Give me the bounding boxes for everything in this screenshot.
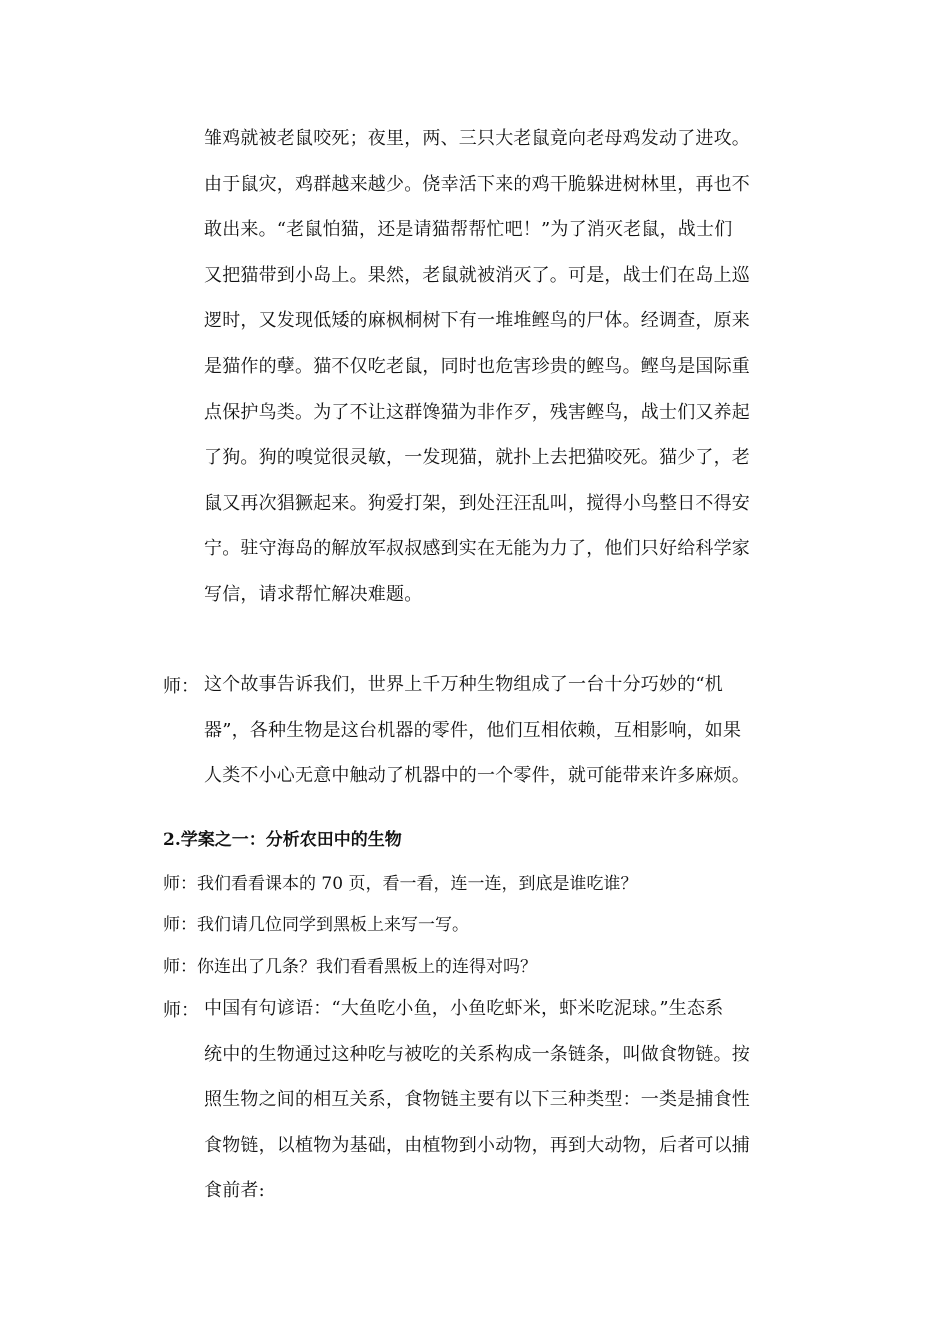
story-line: 敢出来。“老鼠怕猫，还是请猫帮帮忙吧！”为了消灭老鼠，战士们 (204, 219, 733, 241)
teacher-line: 师：我们看看课本的 70 页，看一看，连一连，到底是谁吃谁？ (163, 874, 638, 894)
paragraph-line: 食物链，以植物为基础，由植物到小动物，再到大动物，后者可以捕 (204, 1134, 750, 1156)
story-line: 是猫作的孽。猫不仅吃老鼠，同时也危害珍贵的鲣鸟。鲣鸟是国际重 (204, 355, 750, 377)
paragraph-line: 这个故事告诉我们，世界上千万种生物组成了一台十分巧妙的“机 (204, 674, 723, 695)
story-line: 逻时，又发现低矮的麻枫桐树下有一堆堆鲣鸟的尸体。经调查，原来 (204, 310, 750, 332)
story-line: 点保护鸟类。为了不让这群馋猫为非作歹，残害鲣鸟，战士们又养起 (204, 401, 750, 423)
paragraph-line: 统中的生物通过这种吃与被吃的关系构成一条链条，叫做食物链。按 (204, 1043, 750, 1065)
story-line: 由于鼠灾，鸡群越来越少。侥幸活下来的鸡干脆躲进树林里，再也不 (204, 173, 750, 195)
story-line: 写信，请求帮忙解决难题。 (204, 583, 423, 605)
paragraph-line: 照生物之间的相互关系，食物链主要有以下三种类型：一类是捕食性 (204, 1089, 750, 1111)
paragraph-line: 器”，各种生物是这台机器的零件，他们互相依赖，互相影响，如果 (204, 719, 742, 741)
story-line: 宁。驻守海岛的解放军叔叔感到实在无能为力了，他们只好给科学家 (204, 538, 750, 560)
speaker-label: 师： (163, 1000, 199, 1021)
story-line: 雏鸡就被老鼠咬死；夜里，两、三只大老鼠竟向老母鸡发动了进攻。 (204, 128, 750, 149)
paragraph-line: 人类不小心无意中触动了机器中的一个零件，就可能带来许多麻烦。 (204, 765, 750, 787)
section-heading: 2.学案之一：分析农田中的生物 (163, 830, 402, 850)
story-line: 了狗。狗的嗅觉很灵敏，一发现猫，就扑上去把猫咬死。猫少了，老 (204, 447, 750, 469)
story-line: 鼠又再次猖獗起来。狗爱打架，到处汪汪乱叫，搅得小鸟整日不得安 (204, 492, 750, 514)
teacher-line: 师：你连出了几条？我们看看黑板上的连得对吗？ (163, 957, 537, 977)
paragraph-line: 中国有句谚语：“大鱼吃小鱼，小鱼吃虾米，虾米吃泥球。”生态系 (204, 998, 724, 1019)
paragraph-line: 食前者: (204, 1180, 265, 1202)
story-paragraph (204, 126, 784, 628)
teacher-food-chain-paragraph (163, 996, 803, 1224)
story-line: 又把猫带到小岛上。果然，老鼠就被消灭了。可是，战士们在岛上巡 (204, 264, 750, 286)
speaker-label: 师： (163, 676, 199, 697)
teacher-line: 师：我们请几位同学到黑板上来写一写。 (163, 915, 469, 935)
teacher-summary-paragraph (163, 672, 803, 809)
